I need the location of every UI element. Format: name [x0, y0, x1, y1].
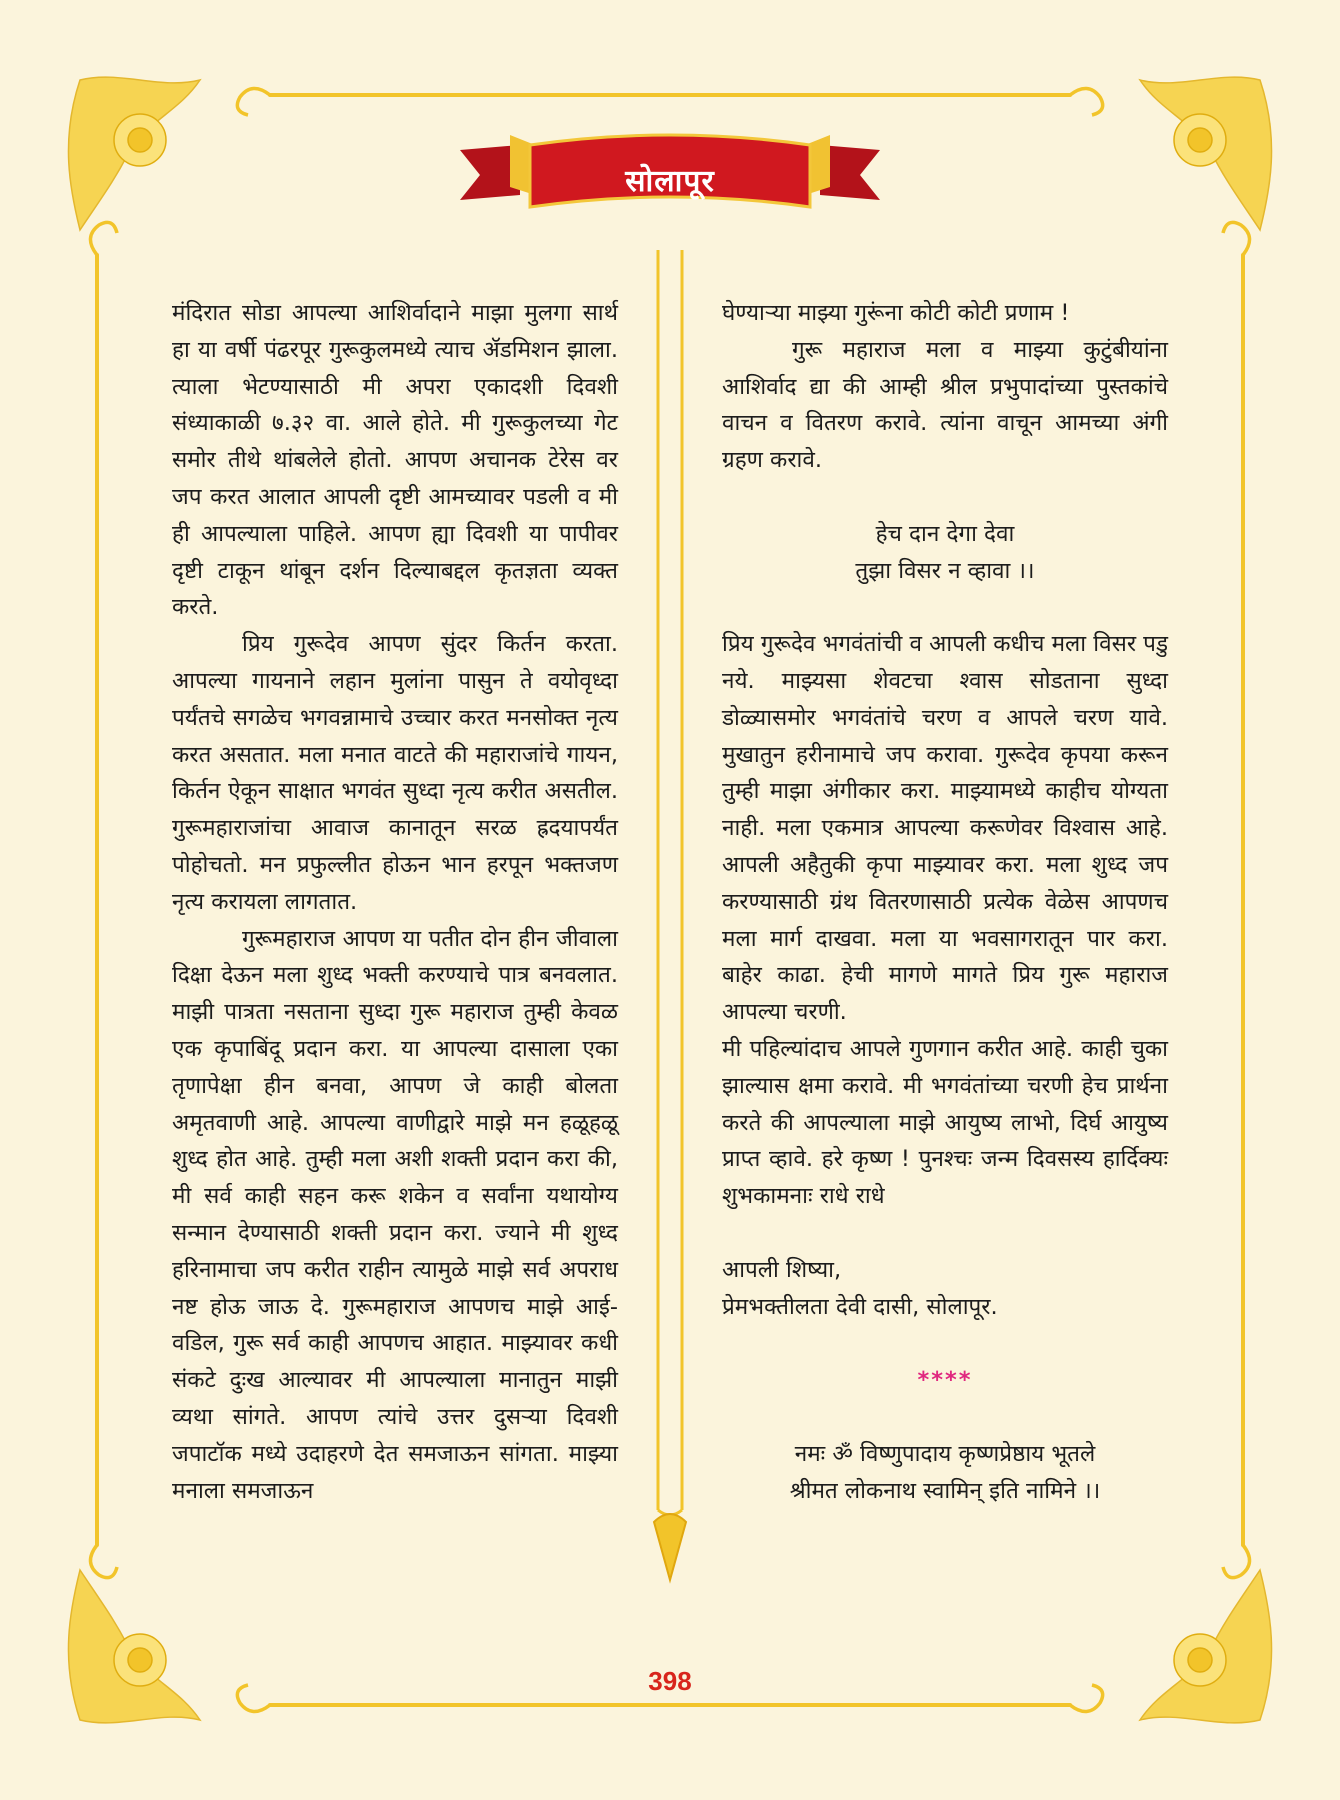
paragraph-spacer	[722, 1325, 1168, 1362]
verse-line: श्रीमत लोकनाथ स्वामिन् इति नामिने ।।	[789, 1477, 1101, 1504]
paragraph: मी पहिल्यांदाच आपले गुणगान करीत आहे. काही चुका झाल्यास क्षमा करावे. मी भगवंतांच्या चरणी हेच प्रार्थना करते की आपल्याला माझे आयुष्य लाभो, दिर्घ आयुष्य प्राप्त व्हावे. हरे कृष्ण ! पुनश्चः जन्म दिवसस्य हार्दिक्यः शुभकामनाः राधे राधे	[722, 1035, 1168, 1210]
paragraph-spacer	[722, 479, 1168, 516]
paragraph-spacer	[722, 589, 1168, 626]
page-title: सोलापूर	[625, 164, 715, 199]
verse-line: हेच दान देगा देवा	[875, 520, 1015, 547]
page-number: 398	[648, 1666, 692, 1696]
corner-ornament-top-right	[1140, 77, 1272, 230]
stars-separator: ****	[917, 1367, 973, 1394]
corner-ornament-bottom-right	[1140, 1570, 1272, 1723]
corner-ornament-bottom-left	[68, 1570, 200, 1723]
corner-ornament-top-left	[68, 77, 200, 230]
paragraph: प्रिय गुरूदेव आपण सुंदर किर्तन करता. आपल्या गायनाने लहान मुलांना पासुन ते वयोवृध्दा पर्यंतचे सगळेच भगवन्नामाचे उच्चार करत मनसोक्त नृत्य करत असतात. मला मनात वाटते की महाराजांचे गायन, किर्तन ऐकून साक्षात भगवंत सुध्दा नृत्य करीत असतील. गुरूमहाराजांचा आवाज कानातून सरळ ह्रदयापर्यंत पोहोचतो. मन प्रफुल्लीत होऊन भान हरपून भक्तजण नृत्य करायला लागतात.	[172, 631, 618, 915]
verse-line: तुझा विसर न व्हावा ।।	[855, 557, 1035, 584]
verse-line: नमः ॐ विष्णुपादाय कृष्णप्रेष्ठाय भूतले	[794, 1440, 1096, 1467]
paragraph: आपली शिष्या,	[722, 1256, 842, 1283]
paragraph: घेण्याऱ्या माझ्या गुरूंना कोटी कोटी प्रणाम !	[722, 300, 1070, 326]
divider-drop-ornament	[654, 1514, 686, 1580]
paragraph: मंदिरात सोडा आपल्या आशिर्वादाने माझा मुलगा सार्थ हा या वर्षी पंढरपूर गुरूकुलमध्ये त्याच ॲडमिशन झाला. त्याला भेटण्यासाठी मी अपरा एकादशी दिवशी संध्याकाळी ७.३२ वा. आले होते. मी गुरूकुलच्या गेट समोर तीथे थांबलेले होतो. आपण अचानक टेरेस वर जप करत आलात आपली दृष्टी आमच्यावर पडली व मी ही आपल्याला पाहिले. आपण ह्या दिवशी या पापीवर दृष्टी टाकून थांबून दर्शन दिल्याबद्दल कृतज्ञता व्यक्त करते.	[172, 300, 618, 621]
paragraph-spacer	[722, 1399, 1168, 1436]
paragraph: प्रेमभक्तीलता देवी दासी, सोलापूर.	[722, 1293, 998, 1320]
left-column	[172, 295, 618, 1509]
column-divider	[640, 250, 700, 1590]
paragraph-spacer	[722, 1215, 1168, 1252]
right-column	[722, 295, 1168, 1509]
paragraph: गुरूमहाराज आपण या पतीत दोन हीन जीवाला दिक्षा देऊन मला शुध्द भक्ती करण्याचे पात्र बनवलात. माझी पात्रता नसताना सुध्दा गुरू महाराज तुम्ही केवळ एक कृपाबिंदू प्रदान करा. या आपल्या दासाला एका तृणापेक्षा हीन बनवा, आपण जे काही बोलता अमृतवाणी आहे. आपल्या वाणीद्वारे माझे मन हळूहळू शुध्द होत आहे. तुम्ही मला अशी शक्ती प्रदान करा की, मी सर्व काही सहन करू शकेन व सर्वांना यथायोग्य सन्मान देण्यासाठी शक्ती प्रदान करा. ज्याने मी शुध्द हरिनामाचा जप करीत राहीन त्यामुळे माझे सर्व अपराध नष्ट होऊ जाऊ दे. गुरूमहाराज आपणच माझे आई-वडिल, गुरू सर्व काही आपणच आहात. माझ्यावर कधी संकटे दुःख आल्यावर मी आपल्याला मानातुन माझी व्यथा सांगते. आपण त्यांचे उत्तर दुसऱ्या दिवशी जपाटॉक मध्ये उदाहरणे देत समजाऊन सांगता. माझ्या मनाला समजाऊन	[172, 925, 618, 1504]
paragraph: प्रिय गुरूदेव भगवंतांची व आपली कधीच मला विसर पडु नये. माझ्यसा शेवटचा श्वास सोडताना सुध्दा डोळ्यासमोर भगवंतांचे चरण व आपले चरण यावे. मुखातुन हरीनामाचे जप करावा. गुरूदेव कृपया करून तुम्ही माझा अंगीकार करा. माझ्यामध्ये काहीच योग्यता नाही. मला एकमात्र आपल्या करूणेवर विश्वास आहे. आपली अहैतुकी कृपा माझ्यावर करा. मला शुध्द जप करण्यासाठी ग्रंथ वितरणासाठी प्रत्येक वेळेस आपणच मला मार्ग दाखवा. मला या भवसागरातून पार करा. बाहेर काढा. हेची मागणे मागते प्रिय गुरू महाराज आपल्या चरणी.	[722, 631, 1168, 1026]
paragraph: गुरू महाराज मला व माझ्या कुटुंबीयांना आशिर्वाद द्या की आम्ही श्रील प्रभुपादांच्या पुस्तकांचे वाचन व वितरण करावे. त्यांना वाचून आमच्या अंगी ग्रहण करावे.	[722, 336, 1168, 474]
